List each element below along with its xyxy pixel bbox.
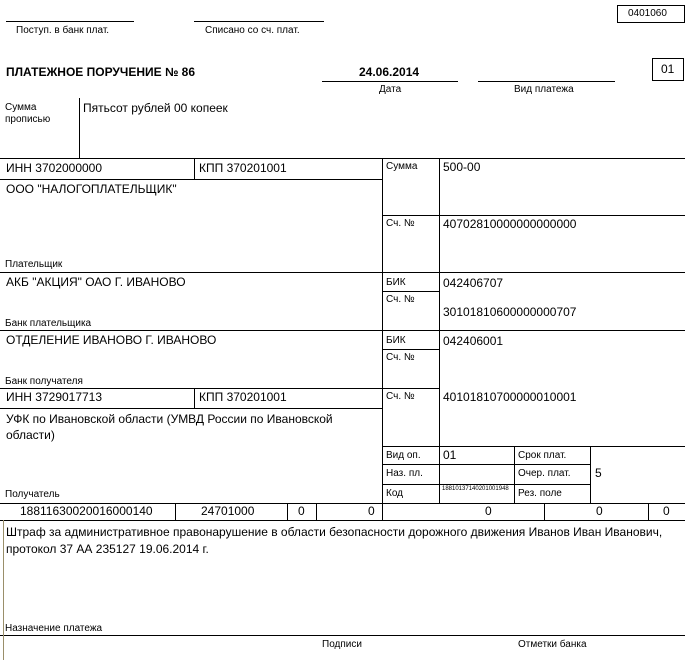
received-line xyxy=(6,21,134,22)
grid-line xyxy=(382,215,685,216)
payer-bank-account-label: Сч. № xyxy=(386,294,415,305)
grid-line xyxy=(382,503,383,520)
status-code-box xyxy=(652,58,684,81)
payee-kpp: КПП 370201001 xyxy=(199,390,287,404)
payer-account: 40702810000000000000 xyxy=(443,217,577,231)
form-code: 0401060 xyxy=(628,8,667,19)
amount-words: Пятьсот рублей 00 копеек xyxy=(83,101,228,115)
payer-kpp: КПП 370201001 xyxy=(199,161,287,175)
op-type: 01 xyxy=(443,448,457,462)
amount-words-divider xyxy=(79,98,80,158)
amount-value: 500-00 xyxy=(443,160,481,174)
grid-line xyxy=(0,635,685,636)
payer-label: Плательщик xyxy=(5,259,63,270)
priority: 5 xyxy=(595,466,602,480)
payment-type-line xyxy=(478,81,615,82)
payer-account-label: Сч. № xyxy=(386,218,415,229)
tax-field-doc-number: 0 xyxy=(485,504,492,518)
payment-purpose-text: Штраф за административное правонарушение в области безопасности дорожного движения Иванов Иван Иванович, протокол 37 АА 235127 19.06.2014 г. xyxy=(6,525,663,556)
debited-line xyxy=(194,21,324,22)
grid-line xyxy=(194,388,195,408)
payer-bank-bik-label: БИК xyxy=(386,277,406,288)
grid-line xyxy=(0,179,382,180)
payee-bank-bik-label: БИК xyxy=(386,335,406,346)
grid-line xyxy=(316,503,317,520)
payee-name: УФК по Ивановской области (УМВД России по Ивановской области) xyxy=(6,412,333,442)
grid-line xyxy=(0,408,382,409)
due-date-label: Срок плат. xyxy=(518,450,567,461)
payment-date: 24.06.2014 xyxy=(359,65,420,79)
code-label: Код xyxy=(386,488,404,499)
grid-line xyxy=(175,503,176,520)
debited-label: Списано со сч. плат. xyxy=(205,25,300,36)
payee-account-label: Сч. № xyxy=(386,391,415,402)
payee-bank-label: Банк получателя xyxy=(5,376,83,387)
grid-line xyxy=(514,446,515,503)
reserve-label: Рез. поле xyxy=(518,488,562,499)
purpose-code-label: Наз. пл. xyxy=(386,468,423,479)
grid-line xyxy=(0,158,685,159)
grid-line xyxy=(382,349,439,350)
grid-line xyxy=(590,446,591,503)
grid-line xyxy=(0,520,685,521)
payer-bank-account: 30101810600000000707 xyxy=(443,305,577,319)
op-type-label: Вид оп. xyxy=(386,450,421,461)
tax-field-kbk: 18811630020016000140 xyxy=(20,504,153,518)
signatures-label: Подписи xyxy=(322,639,362,650)
status-code: 01 xyxy=(661,62,675,76)
code-value: 18810137140201001948 xyxy=(442,486,509,492)
page-title: ПЛАТЕЖНОЕ ПОРУЧЕНИЕ № 86 xyxy=(6,65,196,79)
payer-bank-label: Банк плательщика xyxy=(5,318,92,329)
payee-bank-account-label: Сч. № xyxy=(386,352,415,363)
payee-inn: ИНН 3729017713 xyxy=(6,390,103,404)
grid-line xyxy=(382,464,590,465)
amount-words-label: Сумма прописью xyxy=(5,102,51,125)
payer-bank-bik: 042406707 xyxy=(443,276,504,290)
grid-line xyxy=(194,158,195,179)
page-edge-line xyxy=(3,520,4,660)
tax-field-basis: 0 xyxy=(298,504,305,518)
amount-label: Сумма xyxy=(386,161,418,172)
payee-bank-bik: 042406001 xyxy=(443,334,504,348)
grid-line xyxy=(0,330,685,331)
grid-line xyxy=(0,388,439,389)
date-label: Дата xyxy=(379,84,402,95)
payer-name: ООО "НАЛОГОПЛАТЕЛЬЩИК" xyxy=(6,182,177,196)
tax-field-period: 0 xyxy=(368,504,375,518)
payer-bank-name: АКБ "АКЦИЯ" ОАО Г. ИВАНОВО xyxy=(6,275,186,289)
grid-line xyxy=(648,503,649,520)
date-line xyxy=(322,81,458,82)
payer-inn: ИНН 3702000000 xyxy=(6,161,103,175)
tax-field-type: 0 xyxy=(663,504,670,518)
tax-field-doc-date: 0 xyxy=(596,504,603,518)
grid-line xyxy=(544,503,545,520)
payment-type-label: Вид платежа xyxy=(514,84,574,95)
grid-line xyxy=(382,446,685,447)
tax-field-oktmo: 24701000 xyxy=(201,504,255,518)
payee-label: Получатель xyxy=(5,489,60,500)
grid-line xyxy=(382,291,439,292)
priority-label: Очер. плат. xyxy=(518,468,571,479)
grid-line xyxy=(287,503,288,520)
grid-line xyxy=(0,272,685,273)
payee-bank-name: ОТДЕЛЕНИЕ ИВАНОВО Г. ИВАНОВО xyxy=(6,333,217,347)
payee-account: 40101810700000010001 xyxy=(443,390,577,404)
bank-marks-label: Отметки банка xyxy=(518,639,587,650)
form-code-box xyxy=(617,5,685,23)
payment-purpose-label: Назначение платежа xyxy=(5,623,103,634)
received-label: Поступ. в банк плат. xyxy=(16,25,110,36)
